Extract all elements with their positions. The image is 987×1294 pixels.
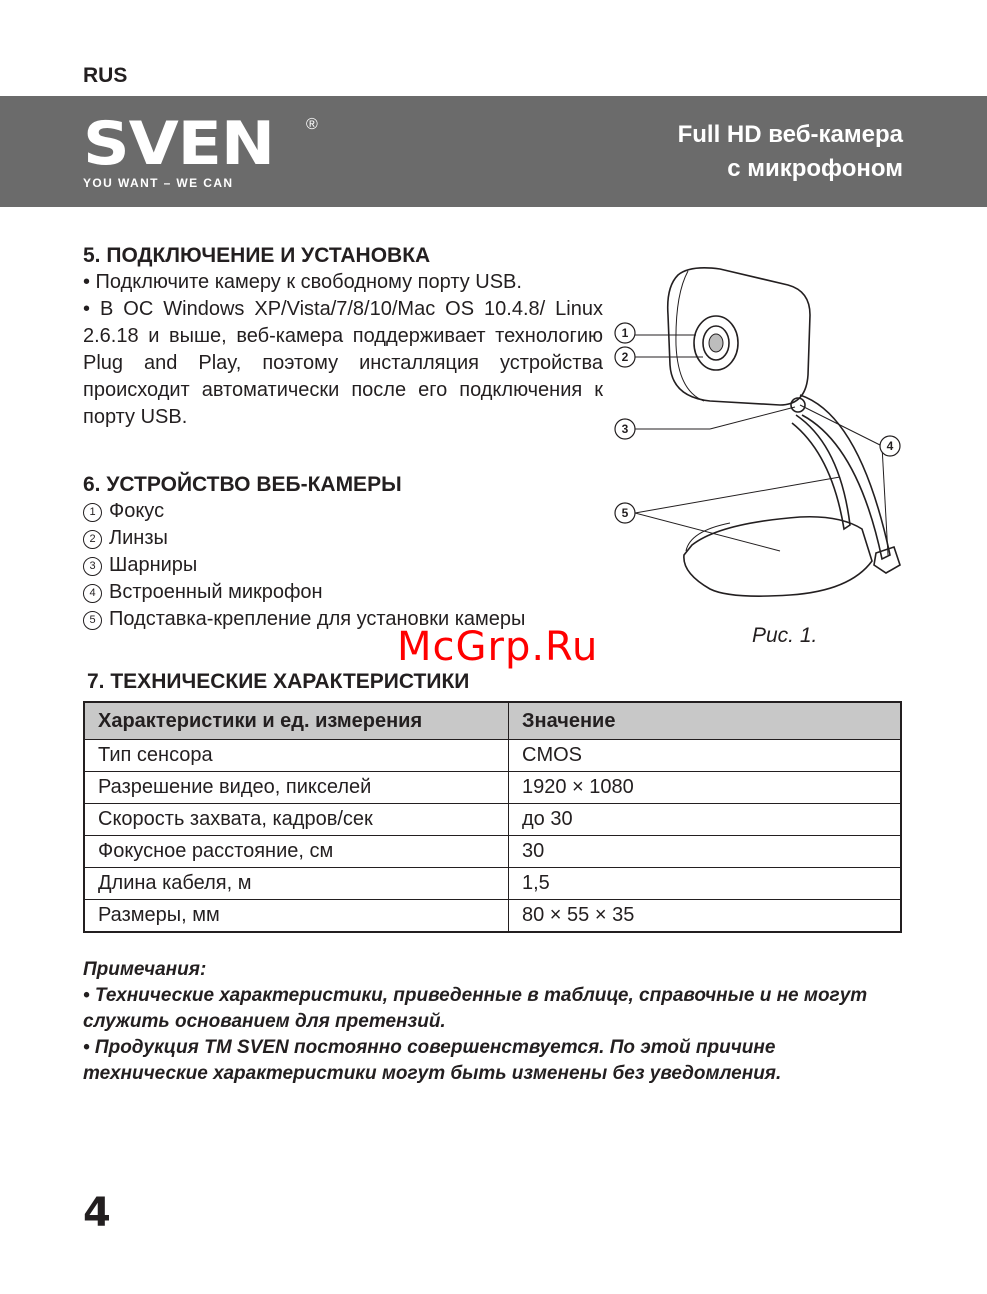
spec-name: Скорость захвата, кадров/сек xyxy=(84,804,509,836)
table-row xyxy=(84,836,901,868)
device-part-item xyxy=(83,552,643,579)
device-part-item xyxy=(83,525,643,552)
spec-value: 1920 × 1080 xyxy=(509,772,902,804)
spec-value: 30 xyxy=(509,836,902,868)
section-device xyxy=(83,471,643,633)
registered-mark: ® xyxy=(306,116,318,133)
spec-name: Размеры, мм xyxy=(84,900,509,933)
section5-bullet1: • Подключите камеру к свободному порту USB. xyxy=(83,271,522,293)
notes-title: Примечания: xyxy=(83,959,207,980)
callout-1: 1 xyxy=(621,326,629,340)
webcam-diagram xyxy=(600,255,930,615)
spec-name: Тип сенсора xyxy=(84,740,509,772)
callout-number: 3 xyxy=(83,557,102,576)
callout-5: 5 xyxy=(621,506,629,520)
spec-value: до 30 xyxy=(509,804,902,836)
table-row xyxy=(84,740,901,772)
section7-heading: 7. ТЕХНИЧЕСКИЕ ХАРАКТЕРИСТИКИ xyxy=(87,670,470,693)
device-part-item xyxy=(83,498,643,525)
spec-value: 1,5 xyxy=(509,868,902,900)
callout-number: 4 xyxy=(83,584,102,603)
section5-heading: 5. ПОДКЛЮЧЕНИЕ И УСТАНОВКА xyxy=(83,244,431,267)
device-part-item xyxy=(83,579,643,606)
table-row xyxy=(84,804,901,836)
device-part-label: Подставка-крепление для установки камеры xyxy=(109,608,526,630)
device-part-label: Шарниры xyxy=(109,554,198,576)
section-connection xyxy=(83,242,629,431)
column-header: Значение xyxy=(509,702,902,740)
header-band xyxy=(0,96,987,207)
camera-body xyxy=(668,268,810,405)
product-title-line1: Full HD веб-камера xyxy=(677,121,903,148)
callout-2: 2 xyxy=(621,350,629,364)
device-part-label: Линзы xyxy=(109,527,168,549)
callout-number: 1 xyxy=(83,503,102,522)
notes-block xyxy=(83,957,903,1087)
table-row xyxy=(84,900,901,933)
table-row xyxy=(84,868,901,900)
specs-table xyxy=(83,701,902,933)
figure-caption: Рис. 1. xyxy=(752,624,818,647)
section5-bullet2: • В ОС Windows XP/Vista/7/8/10/Mac OS 10.4.8/ Linux 2.6.18 и выше, веб-камера поддерживает технологию Plug and Play, поэтому инсталляция устройства происходит автоматически после его подключения к порту USB. xyxy=(83,298,603,428)
stand-arm xyxy=(800,395,890,559)
callout-4: 4 xyxy=(886,439,894,453)
table-row xyxy=(84,772,901,804)
spec-name: Разрешение видео, пикселей xyxy=(84,772,509,804)
spec-name: Длина кабеля, м xyxy=(84,868,509,900)
spec-value: CMOS xyxy=(509,740,902,772)
bottom-hinge xyxy=(874,547,900,573)
page-number: 4 xyxy=(83,1190,111,1236)
camera-body-side xyxy=(676,271,704,401)
watermark: McGrp.Ru xyxy=(397,624,599,670)
callout-number: 5 xyxy=(83,611,102,630)
table-header-row xyxy=(84,702,901,740)
device-part-label: Встроенный микрофон xyxy=(109,581,323,603)
callout-3: 3 xyxy=(621,422,629,436)
logo-tagline: YOU WANT – WE CAN xyxy=(83,176,234,190)
logo-wordmark: SVEN xyxy=(83,109,275,179)
product-title xyxy=(678,118,903,186)
callout-number: 2 xyxy=(83,530,102,549)
note-2: • Продукция ТМ SVEN постоянно совершенствуется. По этой причине технические характеристики могут быть изменены без уведомления. xyxy=(83,1037,782,1084)
sven-logo xyxy=(83,109,318,190)
column-header: Характеристики и ед. измерения xyxy=(84,702,509,740)
product-title-line2: с микрофоном xyxy=(727,155,903,182)
spec-value: 80 × 55 × 35 xyxy=(509,900,902,933)
device-part-label: Фокус xyxy=(109,500,165,522)
spec-name: Фокусное расстояние, см xyxy=(84,836,509,868)
language-label: RUS xyxy=(83,64,128,87)
section6-heading: 6. УСТРОЙСТВО ВЕБ-КАМЕРЫ xyxy=(83,473,402,496)
note-1: • Технические характеристики, приведенные в таблице, справочные и не могут служить основанием для претензий. xyxy=(83,985,868,1032)
